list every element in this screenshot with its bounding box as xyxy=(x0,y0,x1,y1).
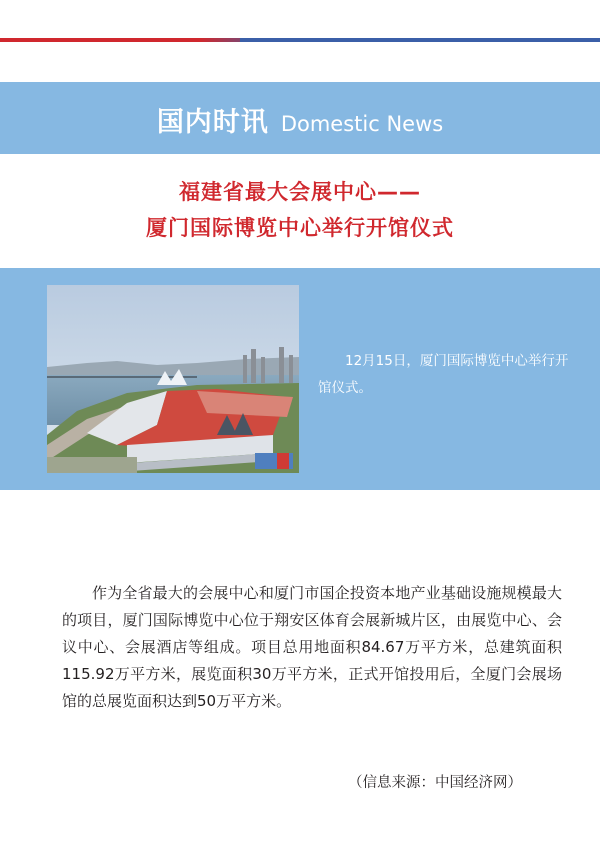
headline-line-1: 福建省最大会展中心—— xyxy=(179,180,421,204)
source-note: （信息来源：中国经济网） xyxy=(348,775,522,791)
article-body: 作为全省最大的会展中心和厦门市国企投资本地产业基础设施规模最大的项目，厦门国际博览中心位于翔安区体育会展新城片区，由展览中心、会议中心、会展酒店等组成。项目总用地面积84.67万平方米，总建筑面积115.92万平方米，展览面积30万平方米，正式开馆投用后，全厦门会展场馆的总展览面积达到50万平方米。 xyxy=(62,584,562,710)
expo-center-photo xyxy=(47,285,299,473)
top-rule xyxy=(0,37,600,44)
photo-caption: 12月15日，厦门国际博览中心举行开馆仪式。 xyxy=(318,353,569,396)
section-title-en: Domestic News xyxy=(280,112,444,136)
section-title xyxy=(0,100,600,139)
section-title-cn: 国内时讯 xyxy=(156,107,269,138)
headline-line-2: 厦门国际博览中心举行开馆仪式 xyxy=(146,216,454,240)
